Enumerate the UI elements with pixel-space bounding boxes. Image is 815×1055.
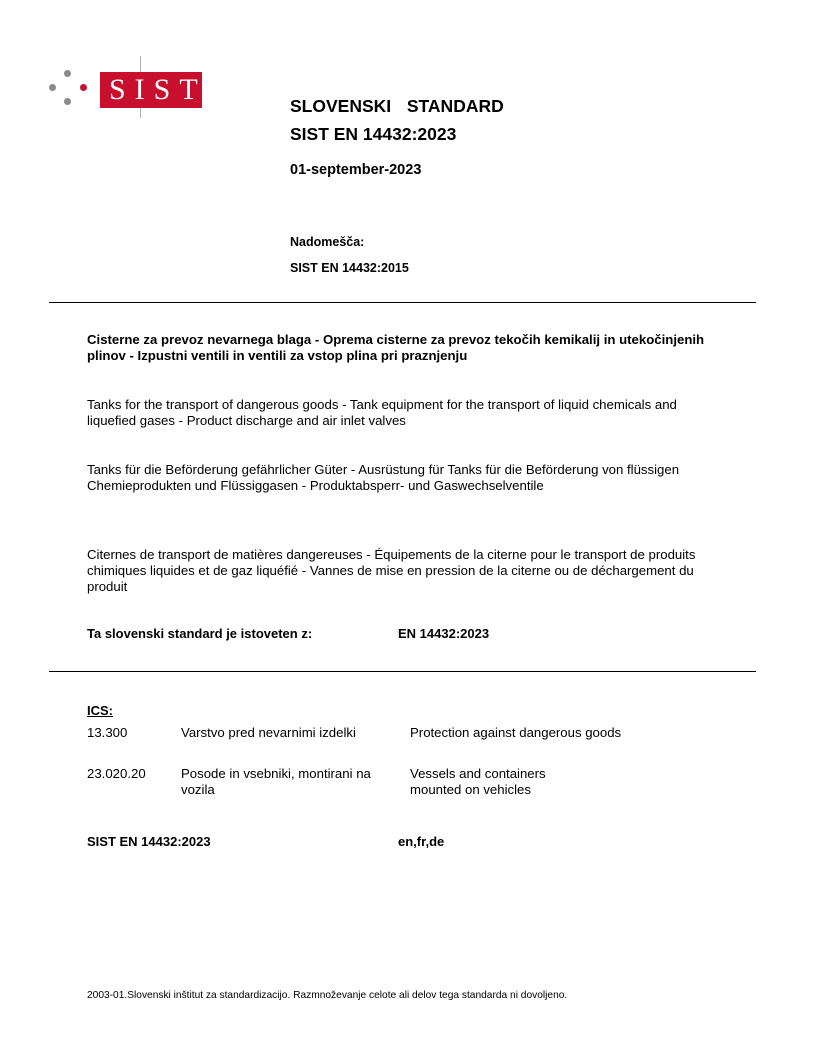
ics-slovenian: Varstvo pred nevarnimi izdelki <box>181 725 356 740</box>
ics-code: 13.300 <box>87 725 128 740</box>
logo-dot <box>64 98 71 105</box>
footer-languages: en,fr,de <box>398 834 445 849</box>
divider-top <box>49 302 756 303</box>
ics-english: Protection against dangerous goods <box>410 725 622 740</box>
title-english: Tanks for the transport of dangerous goods - Tank equipment for the transport of liquid chemicals and liquefied gases - Product discharge and air inlet valves <box>87 397 677 428</box>
logo-wordmark: SIST <box>100 72 202 108</box>
ics-slovenian: Posode in vsebniki, montirani na vozila <box>181 766 371 797</box>
replaces-label: Nadomešča: <box>290 235 365 249</box>
standard-number: SIST EN 14432:2023 <box>290 124 457 144</box>
replaces-value: SIST EN 14432:2015 <box>290 261 409 275</box>
footer-standard-code: SIST EN 14432:2023 <box>87 834 211 849</box>
title-slovenian: Cisterne za prevoz nevarnega blaga - Oprema cisterne za prevoz tekočih kemikalij in utekočinjenih plinov - Izpustni ventili in ventili za vstop plina pri praznjenju <box>87 332 705 363</box>
copyright-notice: 2003-01.Slovenski inštitut za standardizacijo. Razmnoževanje celote ali delov tega standarda ni dovoljeno. <box>87 990 568 1001</box>
title-german: Tanks für die Beförderung gefährlicher Güter - Ausrüstung für Tanks für die Beförderung von flüssigen Chemieprodukten und Flüssiggasen - Produktabsperr- und Gaswechselventile <box>87 462 680 493</box>
logo-dot-red <box>80 84 87 91</box>
ics-heading: ICS: <box>87 703 113 718</box>
logo-dot <box>64 70 71 77</box>
identical-label: Ta slovenski standard je istoveten z: <box>87 626 313 641</box>
ics-english: Vessels and containers mounted on vehicles <box>410 766 546 797</box>
ics-code: 23.020.20 <box>87 766 146 781</box>
logo-dot <box>49 84 56 91</box>
publication-date: 01-september-2023 <box>290 162 422 178</box>
title-french: Citernes de transport de matières dangereuses - Équipements de la citerne pour le transport de produits chimiques liquides et de gaz liquéfié - Vannes de mise en pression de la citerne ou de déchargement du produit <box>87 547 696 594</box>
standard-type: SLOVENSKI STANDARD <box>290 96 504 116</box>
identical-value: EN 14432:2023 <box>398 626 490 641</box>
divider-bottom <box>49 671 756 672</box>
